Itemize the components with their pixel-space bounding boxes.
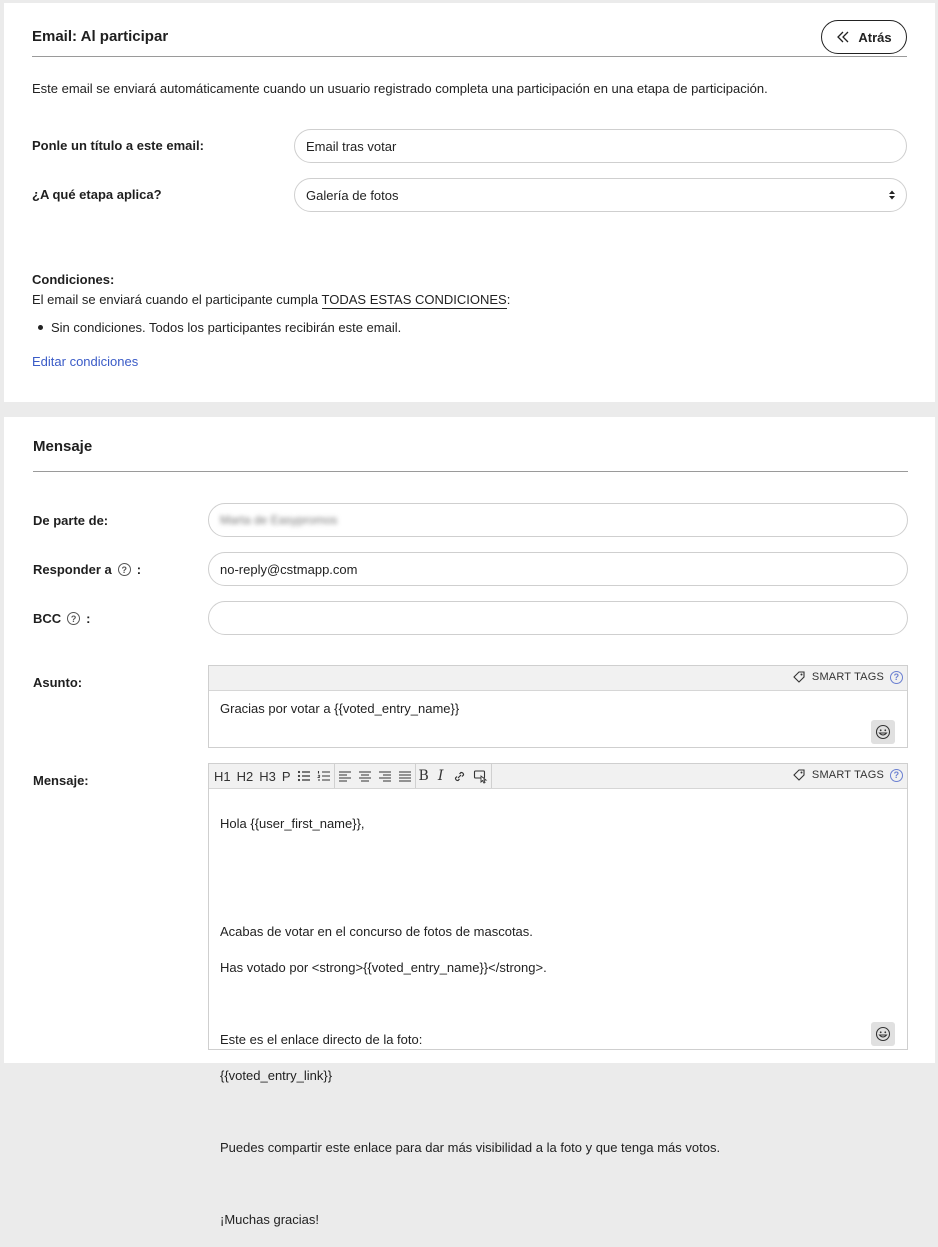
reply-to-input[interactable] xyxy=(208,552,908,586)
message-divider xyxy=(33,471,908,472)
message-card xyxy=(4,417,935,1227)
from-value-blurred: Marta de Easypromos xyxy=(220,513,338,527)
body-editor[interactable] xyxy=(208,763,908,1227)
reply-to-value: no-reply@cstmapp.com xyxy=(220,561,358,577)
body-line: Acabas de votar en el concurso de fotos de mascotas. xyxy=(220,924,533,939)
from-label: De parte de: xyxy=(33,513,109,528)
conditions-heading: Condiciones: xyxy=(32,272,115,287)
from-input[interactable] xyxy=(208,503,908,537)
help-icon[interactable]: ? xyxy=(890,769,903,782)
button-insert-icon[interactable] xyxy=(470,764,491,788)
condition-text: Sin condiciones. Todos los participantes recibirán este email. xyxy=(51,320,402,335)
body-line xyxy=(220,1103,870,1121)
message-section-title: Mensaje xyxy=(33,438,93,455)
bcc-label: BCC xyxy=(33,611,62,626)
colon: : xyxy=(136,562,142,577)
title-field-label: Ponle un título a este email: xyxy=(32,138,204,153)
conditions-description xyxy=(32,292,510,307)
align-center-icon[interactable] xyxy=(355,764,375,788)
bold-icon[interactable]: B xyxy=(418,768,429,784)
subject-label: Asunto: xyxy=(33,675,83,690)
emoji-icon xyxy=(875,1026,891,1042)
body-line: Puedes compartir este enlace para dar más visibilidad a la foto y que tenga más votos. xyxy=(220,1140,721,1155)
emoji-button[interactable] xyxy=(871,720,895,744)
help-icon[interactable]: ? xyxy=(67,612,80,625)
conditions-text-prefix: El email se enviará cuando el participante cumpla xyxy=(32,292,322,307)
email-title-input[interactable] xyxy=(294,129,907,163)
body-line xyxy=(220,995,870,1013)
subject-text[interactable]: Gracias por votar a {{voted_entry_name}} xyxy=(220,701,460,716)
help-icon[interactable]: ? xyxy=(118,563,131,576)
double-chevron-left-icon xyxy=(836,30,850,44)
body-line: Hola {{user_first_name}}, xyxy=(220,816,365,831)
smart-tags-label: SMART TAGS xyxy=(811,671,884,683)
align-right-icon[interactable] xyxy=(375,764,395,788)
reply-to-label: Responder a xyxy=(33,562,112,577)
subject-toolbar xyxy=(209,666,907,691)
toolbar-separator xyxy=(491,764,492,788)
bullet-icon xyxy=(38,325,43,330)
title-divider xyxy=(32,56,907,57)
back-button[interactable] xyxy=(821,20,907,54)
body-label: Mensaje: xyxy=(33,773,89,788)
h2-button[interactable]: H2 xyxy=(236,768,254,784)
body-line xyxy=(220,851,870,869)
intro-text: Este email se enviará automáticamente cuando un usuario registrado completa una participación en una etapa de participación. xyxy=(32,81,768,96)
numbered-list-icon[interactable] xyxy=(314,764,334,788)
italic-icon[interactable]: I xyxy=(437,768,444,784)
emoji-icon xyxy=(875,724,891,740)
link-icon[interactable] xyxy=(449,764,470,788)
edit-conditions-link[interactable]: Editar condiciones xyxy=(32,354,139,369)
body-line xyxy=(220,1175,870,1193)
body-line: ¡Muchas gracias! xyxy=(220,1212,319,1227)
conditions-text-emphasis: TODAS ESTAS CONDICIONES xyxy=(321,292,507,307)
page-title: Email: Al participar xyxy=(32,28,169,45)
bulleted-list-icon[interactable] xyxy=(294,764,314,788)
tag-icon xyxy=(792,670,806,684)
emoji-button[interactable] xyxy=(871,1022,895,1046)
bcc-input[interactable] xyxy=(208,601,908,635)
email-title-value: Email tras votar xyxy=(306,138,397,154)
stage-select-value: Galería de fotos xyxy=(306,187,399,203)
stage-select[interactable] xyxy=(294,178,907,212)
body-line xyxy=(220,887,870,905)
body-line: Has votado por <strong>{{voted_entry_name}}</strong>. xyxy=(220,960,547,975)
body-line: {{voted_entry_link}} xyxy=(220,1068,333,1083)
colon: : xyxy=(86,611,91,626)
stage-field-label: ¿A qué etapa aplica? xyxy=(32,187,162,202)
conditions-list-item xyxy=(38,320,401,335)
smart-tags-button[interactable] xyxy=(792,768,903,782)
align-justify-icon[interactable] xyxy=(395,764,415,788)
smart-tags-button[interactable] xyxy=(792,670,903,684)
h3-button[interactable]: H3 xyxy=(259,768,276,784)
conditions-text-suffix: : xyxy=(506,292,511,307)
subject-editor[interactable] xyxy=(208,665,908,748)
h1-button[interactable]: H1 xyxy=(214,768,231,784)
align-left-icon[interactable] xyxy=(335,764,355,788)
select-arrows-icon xyxy=(888,189,896,204)
body-toolbar xyxy=(209,764,907,789)
tag-icon xyxy=(792,768,806,782)
reply-to-label-group xyxy=(33,562,141,577)
body-line: Este es el enlace directo de la foto: xyxy=(220,1032,423,1047)
paragraph-button[interactable]: P xyxy=(281,768,291,784)
body-text[interactable] xyxy=(220,797,870,1247)
email-settings-card xyxy=(4,3,935,402)
bcc-label-group xyxy=(33,611,91,626)
back-label: Atrás xyxy=(858,29,892,45)
help-icon[interactable]: ? xyxy=(890,671,903,684)
smart-tags-label: SMART TAGS xyxy=(811,769,884,781)
